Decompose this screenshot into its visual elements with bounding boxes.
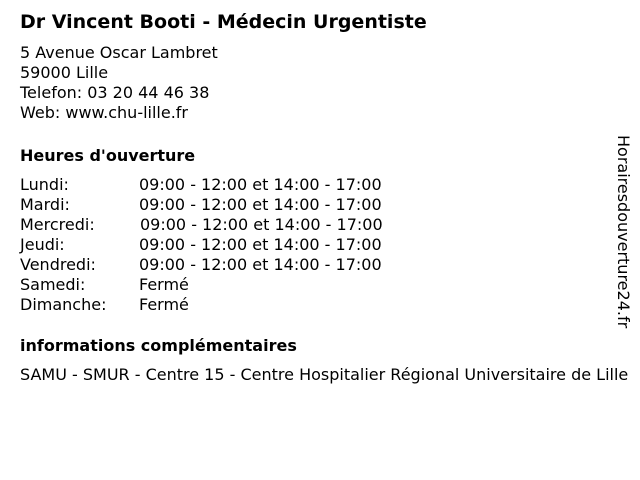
time-value: 09:00 - 12:00 et 14:00 - 17:00 [139,235,382,254]
hours-row-vendredi [20,255,610,275]
info-heading: informations complémentaires [20,336,297,355]
time-value: 09:00 - 12:00 et 14:00 - 17:00 [139,255,382,274]
day-label: Samedi: [20,275,86,294]
website-line: Web: www.chu-lille.fr [20,103,189,122]
day-label: Mercredi: [20,215,95,234]
time-value: 09:00 - 12:00 et 14:00 - 17:00 [140,215,383,234]
day-label: Mardi: [20,195,70,214]
time-value: Fermé [139,275,189,294]
info-text: SAMU - SMUR - Centre 15 - Centre Hospitalier Régional Universitaire de Lille [20,365,629,384]
day-label: Jeudi: [20,235,65,254]
hours-row-samedi [20,275,610,295]
hours-row-lundi [20,175,610,195]
hours-row-mardi [20,195,610,215]
day-label: Lundi: [20,175,69,194]
time-value: Fermé [139,295,189,314]
time-value: 09:00 - 12:00 et 14:00 - 17:00 [139,175,382,194]
day-label: Vendredi: [20,255,96,274]
day-label: Dimanche: [20,295,107,314]
hours-row-dimanche [20,295,610,315]
page-title: Dr Vincent Booti - Médecin Urgentiste [20,11,427,33]
hours-table [20,175,610,315]
hours-heading: Heures d'ouverture [20,146,196,165]
address-block [20,43,610,123]
street-address: 5 Avenue Oscar Lambret [20,43,218,62]
site-watermark: Horairesdouverture24.fr [614,135,633,329]
phone-line: Telefon: 03 20 44 46 38 [20,83,210,102]
time-value: 09:00 - 12:00 et 14:00 - 17:00 [139,195,382,214]
hours-row-mercredi [20,215,610,235]
hours-row-jeudi [20,235,610,255]
city-line: 59000 Lille [20,63,109,82]
